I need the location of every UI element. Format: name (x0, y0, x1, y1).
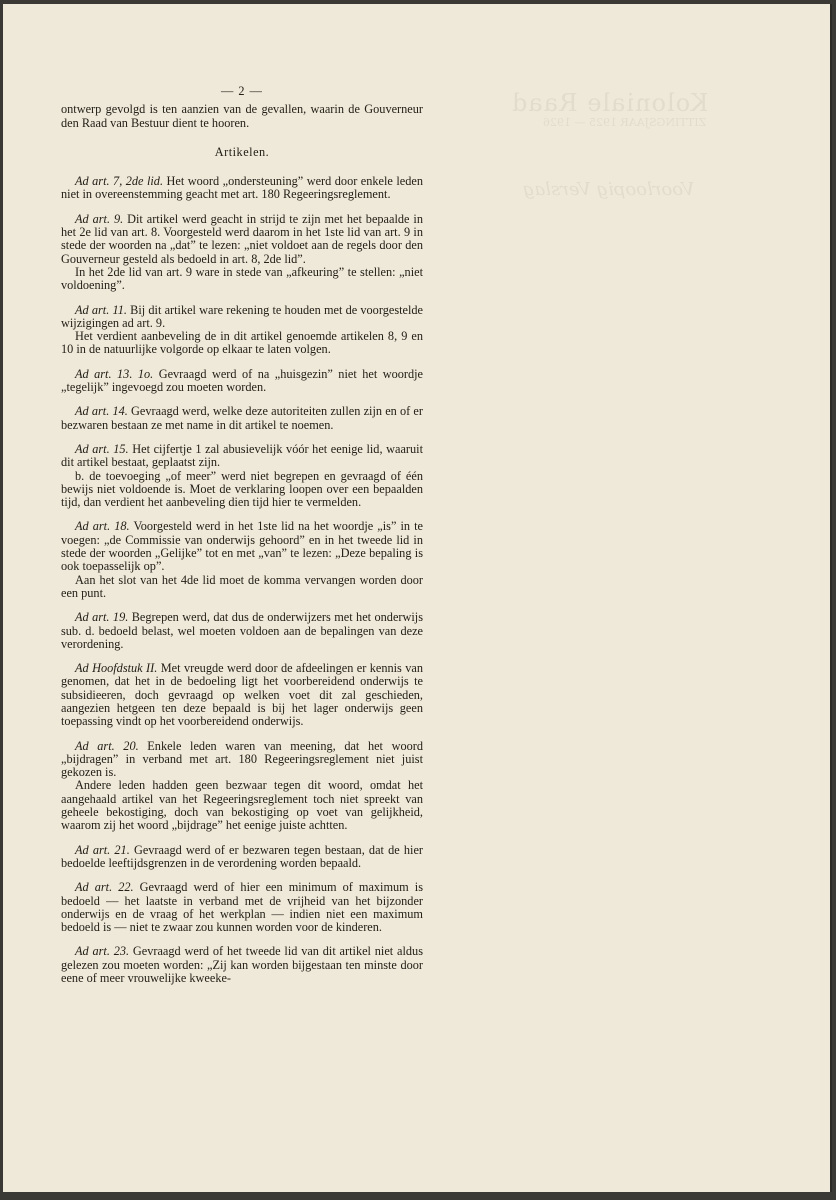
article-reference: Ad Hoofdstuk II. (75, 661, 158, 676)
bleed-line-1: Koloniale Raad (511, 89, 709, 117)
article-text: Begrepen werd, dat dus de onderwijzers met het onderwijs sub. d. bedoeld belast, wel moeten voldoen aan de bepalingen van deze verordening. (61, 610, 423, 651)
text-column (61, 85, 423, 985)
article-sections (61, 175, 423, 985)
article-text: Bij dit artikel ware rekening te houden met de voorgestelde wijzigingen ad art. 9. (61, 302, 423, 330)
article-reference: Ad art. 13. 1o. (75, 366, 154, 381)
article-reference: Ad art. 21. (75, 842, 130, 857)
article-paragraph (61, 662, 423, 728)
article-text: Gevraagd werd of het tweede lid van dit artikel niet aldus gelezen zou moeten worden: „Zij kan worden bijgestaan ten minste door eene of meer vrouwelijke kweeke- (61, 944, 423, 986)
article-paragraph (61, 405, 423, 432)
article-paragraph (61, 175, 423, 202)
article-paragraph (61, 443, 423, 470)
article-text: Het cijfertje 1 zal abusievelijk vóór het eenige lid, waaruit dit artikel bestaat, geplaatst zijn. (61, 441, 423, 470)
article-text: Dit artikel werd geacht in strijd te zijn met het bepaalde in het 2e lid van art. 8. Voorgesteld werd daarom in het 1ste lid van art. 9 in stede der woorden na „dat” te lezen: „niet voldoet aan de regels door den Gouverneur gesteld als bedoeld in art. 8, 2de lid”. (61, 211, 423, 266)
bleed-line-3: Voorloopig Verslag (523, 179, 695, 200)
article-reference: Ad art. 14. (75, 404, 128, 419)
article-reference: Ad art. 23. (75, 944, 130, 959)
article-text: Gevraagd werd of na „huisgezin” niet het woordje „tegelijk” ingevoegd zou moeten worden. (61, 366, 423, 395)
article-paragraph (61, 520, 423, 573)
article-reference: Ad art. 11. (75, 302, 127, 317)
article-paragraph (61, 213, 423, 266)
article-paragraph (61, 611, 423, 651)
article-text: Voorgesteld werd in het 1ste lid na het woordje „is” in te voegen: „de Commissie van onderwijs gehoord” en in het tweede lid in stede der woorden „Gelijke” tot en met „van” te lezen: „Deze bepaling is ook toepasselijk op”. (61, 519, 424, 574)
article-reference: Ad art. 19. (75, 610, 129, 625)
article-paragraph (61, 844, 423, 871)
article-text: Het woord „ondersteuning” werd door enkele leden niet in overeenstemming geacht met art. 180 Regeeringsreglement. (61, 174, 423, 202)
intro-paragraph: ontwerp gevolgd is ten aanzien van de gevallen, waarin de Gouverneur den Raad van Bestuur dient te hooren. (61, 102, 423, 130)
article-reference: Ad art. 9. (75, 211, 124, 226)
bleed-line-2: ZITTINGSJAAR 1925 — 1926 (543, 116, 707, 129)
article-text: Met vreugde werd door de afdeelingen er kennis van genomen, dat het in de bedoeling ligt het voorbereidend onderwijs te subsidieeren, doch gevraagd op welken voet dit zal geschieden, aangezien hetgeen ten deze bepaald is bij het lager onderwijs geen toepassing vindt op het voorbereidend onderwijs. (61, 661, 424, 729)
article-continuation: Andere leden hadden geen bezwaar tegen dit woord, omdat het aangehaald artikel van het Regeeringsreglement toch niet spreekt van geheele bekostiging, doch van bekostiging op voet van gelijkheid, waarom zij het woord „bijdrage” het eenige juiste achtten. (61, 778, 423, 833)
article-paragraph (61, 740, 423, 780)
article-paragraph (61, 368, 423, 395)
article-paragraph (61, 881, 423, 934)
article-reference: Ad art. 7, 2de lid. (75, 174, 164, 189)
article-text: Gevraagd werd of er bezwaren tegen bestaan, dat de hier bedoelde leeftijdsgrenzen in de verordening worden bepaald. (61, 842, 423, 870)
article-reference: Ad art. 22. (75, 880, 134, 895)
article-continuation: Het verdient aanbeveling de in dit artikel genoemde artikelen 8, 9 en 10 in de natuurlijke volgorde op elkaar te laten volgen. (61, 329, 423, 357)
article-reference: Ad art. 18. (75, 519, 130, 534)
article-text: Gevraagd werd of hier een minimum of maximum is bedoeld — het laatste in verband met de vrijheid van het bijzonder onderwijs en de vraag of het werkplan — indien niet een maximum bedoeld is — niet te zwaar zou kunnen worden voor de kinderen. (61, 880, 424, 935)
article-continuation: In het 2de lid van art. 9 ware in stede van „afkeuring” te stellen: „niet voldoening”. (61, 264, 423, 293)
bleed-through-stamp (503, 84, 813, 204)
article-text: Gevraagd werd, welke deze autoriteiten zullen zijn en of er bezwaren bestaan ze met name in dit artikel te noemen. (61, 404, 423, 432)
article-continuation: b. de toevoeging „of meer” werd niet begrepen en gevraagd of één bewijs niet voldoende is. Moet de verklaring loopen over een bepaalden tijd, dan verdient het aanbeveling dien tijd hier te vermelden. (61, 468, 423, 510)
article-reference: Ad art. 15. (75, 441, 129, 456)
article-text: Enkele leden waren van meening, dat het woord „bijdragen” in verband met art. 180 Regeeringsreglement niet juist gekozen is. (61, 738, 424, 780)
page-number: — 2 — (221, 84, 263, 98)
article-paragraph (61, 304, 423, 331)
article-continuation: Aan het slot van het 4de lid moet de komma vervangen worden door een punt. (61, 572, 423, 600)
article-reference: Ad art. 20. (75, 738, 139, 753)
section-heading: Artikelen. (214, 144, 270, 159)
article-paragraph (61, 945, 423, 985)
